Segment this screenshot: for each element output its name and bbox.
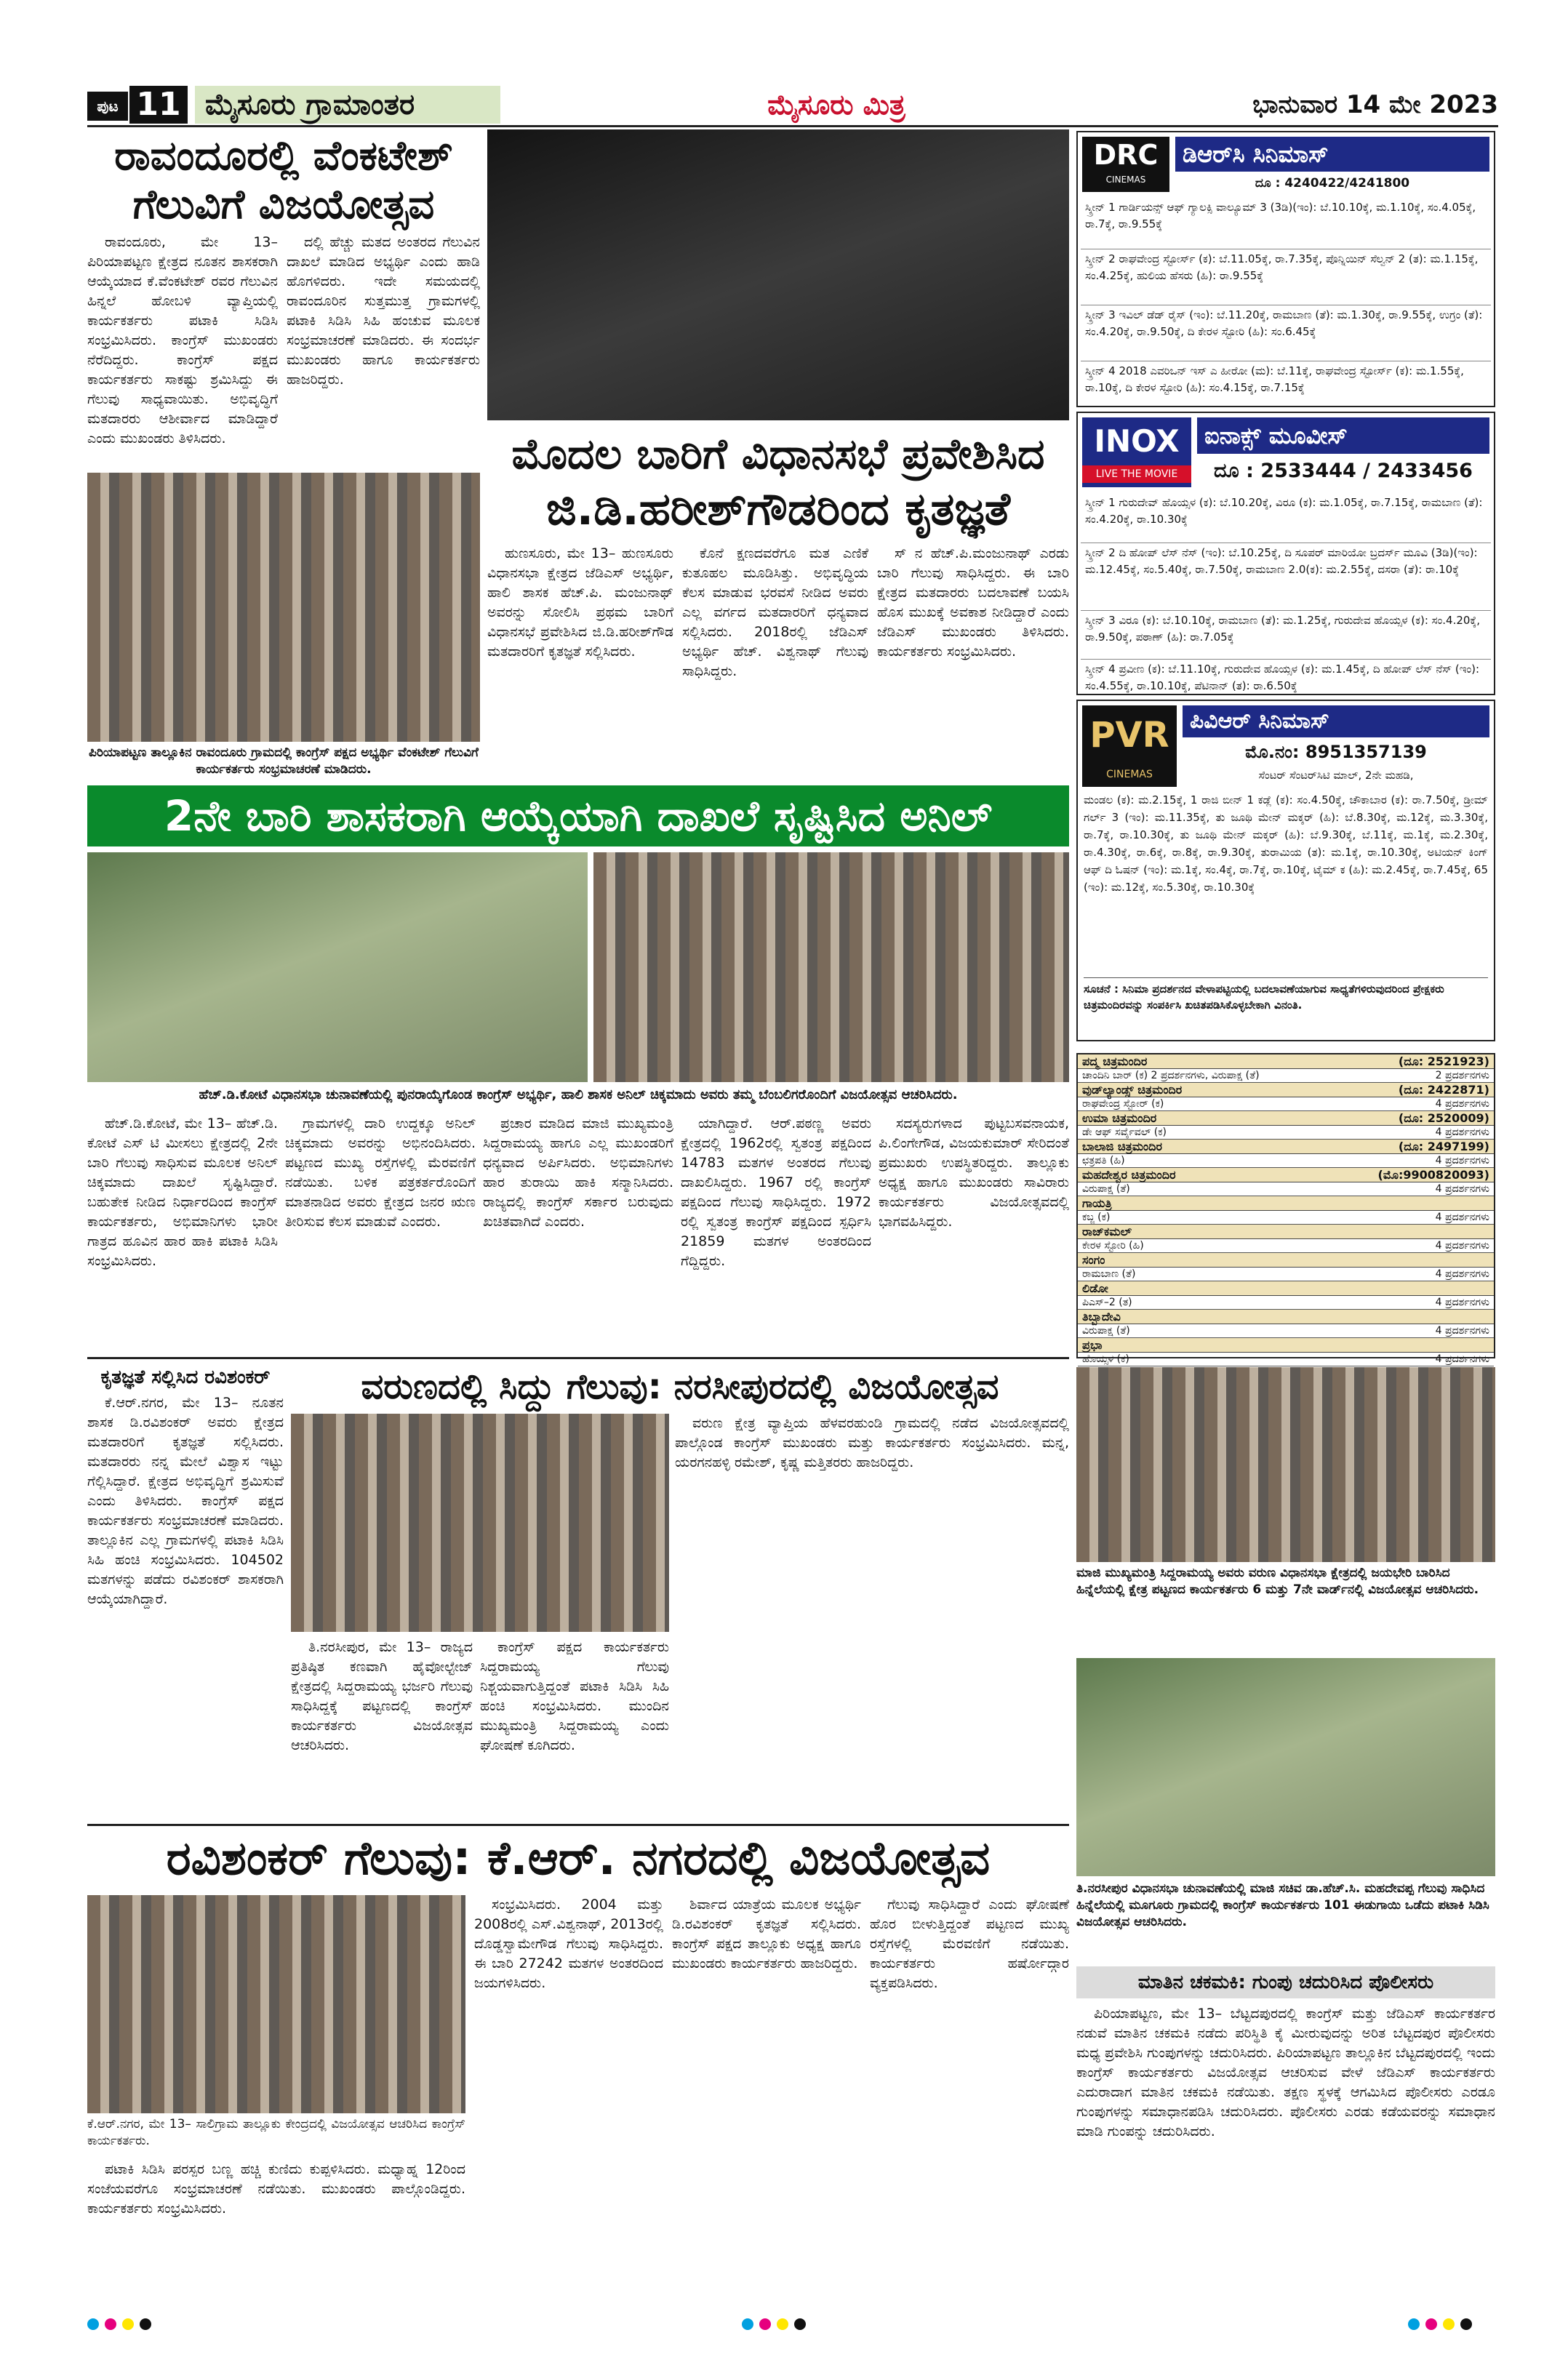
inox-row: ಸ್ಕ್ರೀನ್ 2 ದಿ ಹೋಪ್ ಲೆಸ್ ನೆಸ್ (ಇಂ): ಬೆ.10.25ಕ್ಕೆ, ದಿ ಸೂಪರ್ ಮಾರಿಯೋ ಬ್ರದರ್ಸ್ ಮೂವಿ (3ಡಿ)(ಇಂ): ಮ.12.45ಕ್ಕೆ, ಸಂ.5.40ಕ್ಕೆ, ರಾ.7.50ಕ್ಕೆ, ರಾಮಬಾಣ 2.0(ಕ): ಮ.2.55ಕ್ಕೆ, ದಸರಾ (ತೆ): ರಾ.10ಕ್ಕೆ (1081, 543, 1491, 611)
inox-title: ಐನಾಕ್ಸ್ ಮೂವೀಸ್ (1197, 417, 1489, 454)
story5-caption: ಮಾಜಿ ಮುಖ್ಯಮಂತ್ರಿ ಸಿದ್ದರಾಮಯ್ಯ ಅವರು ವರುಣ ವಿಧಾನಸಭಾ ಕ್ಷೇತ್ರದಲ್ಲಿ ಜಯಭೇರಿ ಬಾರಿಸಿದ ಹಿನ್ನೆಲೆಯಲ್ಲಿ ಕ್ಷೇತ್ರ ಪಟ್ಟಣದ ಕಾರ್ಯಕರ್ತರು 6 ಮತ್ತು 7ನೇ ವಾರ್ಡ್‌ನಲ್ಲಿ ವಿಜಯೋತ್ಸವ ಆಚರಿಸಿದರು. (1076, 1566, 1479, 1597)
story1-caption: ಪಿರಿಯಾಪಟ್ಟಣ ತಾಲ್ಲೂಕಿನ ರಾವಂದೂರು ಗ್ರಾಮದಲ್ಲಿ ಕಾಂಗ್ರೆಸ್ ಪಕ್ಷದ ಅಭ್ಯರ್ಥಿ ವೆಂಕಟೇಶ್ ಗೆಲುವಿಗೆ ಕಾರ್ಯಕರ್ತರು ಸಂಭ್ರಮಾಚರಣೆ ಮಾಡಿದರು. (89, 745, 479, 777)
drc-logo-sub: CINEMAS (1105, 175, 1146, 185)
story6-body-col3 (672, 1895, 861, 2305)
black-dot (1460, 2318, 1472, 2330)
story3-body-col3 (483, 1114, 673, 1354)
story3-photo-left (87, 852, 588, 1082)
inox-row: ಸ್ಕ್ರೀನ್ 1 ಗುರುದೇವ್ ಹೊಯ್ಸಳ (ಕ): ಬೆ.10.20ಕ್ಕೆ, ವಿರೂ (ಕ): ಮ.1.05ಕ್ಕೆ, ರಾ.7.15ಕ್ಕೆ, ರಾಮಬಾಣ (ತೆ): ಸಂ.4.20ಕ್ಕೆ, ರಾ.10.30ಕ್ಕೆ (1081, 493, 1491, 543)
drc-phone: ದೂ : 4240422/4241800 (1255, 176, 1410, 191)
show-count: 4 ಪ್ರದರ್ಶನಗಳು (1435, 1325, 1489, 1337)
masthead-rule (87, 125, 1498, 127)
story6-photo (87, 1895, 465, 2113)
story1-paragraph1: ರಾವಂದೂರು, ಮೇ 13– ಪಿರಿಯಾಪಟ್ಟಣ ಕ್ಷೇತ್ರದ ನೂತನ ಶಾಸಕರಾಗಿ ಆಯ್ಕೆಯಾದ ಕೆ.ವೆಂಕಟೇಶ್ ರವರ ಗೆಲುವಿನ ಹಿನ್ನಲೆ ಹೋಬಳಿ ವ್ಯಾಪ್ತಿಯಲ್ಲಿ ಕಾರ್ಯಕರ್ತರು ಪಟಾಕಿ ಸಿಡಿಸಿ ಸಂಭ್ರಮಿಸಿದರು. ಕಾಂಗ್ರೆಸ್ ಮುಖಂಡರು ನೆರೆದಿದ್ದರು. ಕಾಂಗ್ರೆಸ್ ಪಕ್ಷದ ಕಾರ್ಯಕರ್ತರು ಸಾಕಷ್ಟು ಶ್ರಮಿಸಿದ್ದು ಈ ಗೆಲುವು ಸಾಧ್ಯವಾಯಿತು. ಅಭಿವೃದ್ಧಿಗೆ ಮತದಾರರು ಆಶೀರ್ವಾದ ಮಾಡಿದ್ದಾರೆ ಎಂದು ಮುಖಂಡರು ತಿಳಿಸಿದರು. (87, 234, 278, 447)
theatre-name (1078, 1310, 1494, 1324)
show-count: 2 ಪ್ರದರ್ಶನಗಳು (1435, 1070, 1489, 1081)
theatre-show (1078, 1069, 1494, 1083)
registration-marks-center (742, 2318, 829, 2333)
theatre-name (1078, 1253, 1494, 1268)
theatre-title: ಮಹದೇಶ್ವರ ಚಿತ್ರಮಂದಿರ (1082, 1168, 1176, 1182)
magenta-dot (759, 2318, 771, 2330)
theatre-show (1078, 1154, 1494, 1168)
story5-paragraph2: ಕಾಂಗ್ರೆಸ್ ಪಕ್ಷದ ಕಾರ್ಯಕರ್ತರು ಸಿದ್ದರಾಮಯ್ಯ ಗೆಲುವು ನಿಶ್ಚಯವಾಗುತ್ತಿದ್ದಂತೆ ಪಟಾಕಿ ಸಿಡಿಸಿ ಸಿಹಿ ಹಂಚಿ ಸಂಭ್ರಮಿಸಿದರು. ಮುಂದಿನ ಮುಖ್ಯಮಂತ್ರಿ ಸಿದ್ದರಾಮಯ್ಯ ಎಂದು ಘೋಷಣೆ ಕೂಗಿದರು. (480, 1639, 669, 1753)
cinema-drc-box (1076, 131, 1495, 407)
cinema-pvr-box (1076, 700, 1495, 1041)
theatre-name (1078, 1338, 1494, 1353)
show-count: 4 ಪ್ರದರ್ಶನಗಳು (1435, 1126, 1489, 1138)
theatre-phone: (ದೂ: 2521923) (1398, 1054, 1489, 1068)
page-number: 11 (129, 86, 188, 124)
cinema-inox-box (1076, 412, 1495, 695)
drc-logo-text: DRC (1093, 139, 1159, 171)
story6-paragraph1: ಪಟಾಕಿ ಸಿಡಿಸಿ ಪರಸ್ಪರ ಬಣ್ಣ ಹಚ್ಚಿ ಕುಣಿದು ಕುಪ್ಪಳಿಸಿದರು. ಮಧ್ಯಾಹ್ನ 12ರಿಂದ ಸಂಜೆಯವರೆಗೂ ಸಂಭ್ರಮಾಚರಣೆ ನಡೆಯಿತು. ಮುಖಂಡರು ಪಾಲ್ಗೊಂಡಿದ್ದರು. ಕಾರ್ಯಕರ್ತರು ಸಂಭ್ರಮಿಸಿದರು. (87, 2161, 465, 2217)
show-title: ರಾಮಬಾಣ (ತೆ) (1082, 1268, 1136, 1280)
story3-photo-right (593, 852, 1069, 1082)
story5-photo-right2 (1076, 1658, 1495, 1876)
show-title: ಹೊಯ್ಸಳ (ಕ) (1082, 1353, 1129, 1365)
show-count: 4 ಪ್ರದರ್ಶನಗಳು (1435, 1353, 1489, 1365)
theatre-title: ರಾಜ್‌ಕಮಲ್ (1082, 1225, 1132, 1238)
inox-schedule (1081, 493, 1491, 694)
theatre-show (1078, 1211, 1494, 1225)
story2-paragraph2: ಕೊನೆ ಕ್ಷಣದವರೆಗೂ ಮತ ಎಣಿಕೆ ಕುತೂಹಲ ಮೂಡಿಸಿತ್ತು. ಅಭಿವೃದ್ಧಿಯ ಕೆಲಸ ಮಾಡುವ ಭರವಸೆ ನೀಡಿದ ಅವರು ಎಲ್ಲ ವರ್ಗದ ಮತದಾರರಿಗೆ ಧನ್ಯವಾದ ಸಲ್ಲಿಸಿದರು. 2018ರಲ್ಲಿ ಜೆಡಿಎಸ್ ಅಭ್ಯರ್ಥಿ ಹೆಚ್. ವಿಶ್ವನಾಥ್ ಗೆಲುವು ಸಾಧಿಸಿದ್ದರು. (682, 545, 868, 679)
story6-body-col4 (870, 1895, 1069, 2305)
show-count: 4 ಪ್ರದರ್ಶನಗಳು (1435, 1297, 1489, 1308)
story4-headline: ಕೃತಜ್ಞತೆ ಸಲ್ಲಿಸಿದ ರವಿಶಂಕರ್ (100, 1366, 271, 1388)
theatre-name (1078, 1225, 1494, 1239)
story3-body-col1 (87, 1114, 278, 1354)
story3-paragraph5: ಸದಸ್ಯರುಗಳಾದ ಪುಟ್ಟಬಸವನಾಯಕ, ಪಿ.ಲಿಂಗೇಗೌಡ, ವಿಜಯಕುಮಾರ್ ಸೇರಿದಂತೆ ಪ್ರಮುಖರು ಉಪಸ್ಥಿತರಿದ್ದರು. ತಾಲ್ಲೂಕು ಅಧ್ಯಕ್ಷ ಹಾಗೂ ಮುಖಂಡರು ಸಾವಿರಾರು ಕಾರ್ಯಕರ್ತರು ವಿಜಯೋತ್ಸವದಲ್ಲಿ ಭಾಗವಹಿಸಿದ್ದರು. (879, 1116, 1069, 1230)
story3-headline: 2ನೇ ಬಾರಿ ಶಾಸಕರಾಗಿ ಆಯ್ಕೆಯಾಗಿ ದಾಖಲೆ ಸೃಷ್ಟಿಸಿದ ಅನಿಲ್ (87, 785, 1069, 846)
inox-logo-sub: LIVE THE MOVIE (1082, 465, 1191, 483)
show-title: ಛತ್ರಪತಿ (ಹಿ) (1082, 1155, 1125, 1166)
theatre-phone: (ದೂ: 2520009) (1398, 1111, 1489, 1125)
theatre-name (1078, 1196, 1494, 1211)
story2-paragraph3: ಸ್ ನ ಹೆಚ್.ಪಿ.ಮಂಜುನಾಥ್ ಎರಡು ಬಾರಿ ಗೆಲುವು ಸಾಧಿಸಿದ್ದರು. ಈ ಬಾರಿ ಕ್ಷೇತ್ರದ ಮತದಾರರು ಬದಲಾವಣೆ ಬಯಸಿ ಹೊಸ ಮುಖಕ್ಕೆ ಅವಕಾಶ ನೀಡಿದ್ದಾರೆ ಎಂದು ಜೆಡಿಎಸ್ ಮುಖಂಡರು ತಿಳಿಸಿದರು. ಕಾರ್ಯಕರ್ತರು ಸಂಭ್ರಮಿಸಿದರು. (877, 545, 1069, 660)
drc-row: ಸ್ಕ್ರೀನ್ 2 ರಾಘವೇಂದ್ರ ಸ್ಟೋರ್ಸ್ (ಕ): ಬೆ.11.05ಕ್ಕೆ, ರಾ.7.35ಕ್ಕೆ, ಪೊನ್ನಿಯಿನ್ ಸೆಲ್ವನ್ 2 (ತ): ಮ.1.15ಕ್ಕೆ, ಸಂ.4.25ಕ್ಕೆ, ಹುಲಿಯ ಹೆಸರು (ಹಿ): ರಾ.9.55ಕ್ಕೆ (1081, 249, 1491, 305)
pvr-phone: ಮೊ.ನಂ: 8951357139 (1245, 742, 1427, 762)
theatre-title: ಗಾಯತ್ರಿ (1082, 1196, 1112, 1210)
story1-headline-line2: ಗೆಲುವಿಗೆ ವಿಜಯೋತ್ಸವ (132, 181, 435, 228)
show-title: ಕಬ್ಜ (ಕ) (1082, 1212, 1111, 1223)
story1-paragraph2: ದಲ್ಲಿ ಹೆಚ್ಚು ಮತದ ಅಂತರದ ಗೆಲುವಿನ ದಾಖಲೆ ಮಾಡಿದ ಅಭ್ಯರ್ಥಿ ಎಂದು ಹಾಡಿ ಹೊಗಳಿದರು. ಇದೇ ಸಮಯದಲ್ಲಿ ರಾವಂದೂರಿನ ಸುತ್ತಮುತ್ತ ಗ್ರಾಮಗಳಲ್ಲಿ ಪಟಾಕಿ ಸಿಡಿಸಿ ಸಿಹಿ ಹಂಚುವ ಮೂಲಕ ಸಂಭ್ರಮಾಚರಣೆ ಮಾಡಿದರು. ಈ ಸಂದರ್ಭ ಮುಖಂಡರು ಹಾಗೂ ಕಾರ್ಯಕರ್ತರು ಹಾಜರಿದ್ದರು. (287, 234, 480, 388)
story5-body-col2 (480, 1638, 669, 1819)
story2-headline-line1: ಮೊದಲ ಬಾರಿಗೆ ವಿಧಾನಸಭೆ ಪ್ರವೇಶಿಸಿದ (511, 429, 1045, 479)
story6-paragraph4: ಗೆಲುವು ಸಾಧಿಸಿದ್ದಾರೆ ಎಂದು ಘೋಷಣೆ ಹೊರ ಬೀಳುತ್ತಿದ್ದಂತೆ ಪಟ್ಟಣದ ಮುಖ್ಯ ರಸ್ತೆಗಳಲ್ಲಿ ಮೆರವಣಿಗೆ ನಡೆಯಿತು. ಕಾರ್ಯಕರ್ತರು ಹರ್ಷೋದ್ಗಾರ ವ್ಯಕ್ತಪಡಿಸಿದರು. (870, 1897, 1069, 1991)
story5-body-col4 (675, 1414, 1069, 1821)
story3-paragraph4: ಯಾಗಿದ್ದಾರೆ. ಆರ್.ಪಠಣ್ಣ ಅವರು ಕ್ಷೇತ್ರದಲ್ಲಿ 1962ರಲ್ಲಿ ಸ್ವತಂತ್ರ ಪಕ್ಷದಿಂದ 14783 ಮತಗಳ ಅಂತರದ ಗೆಲುವು ದಾಖಲಿಸಿದ್ದರು. 1967 ರಲ್ಲಿ ಕಾಂಗ್ರೆಸ್ ಪಕ್ಷದಿಂದ ಗೆಲುವು ಸಾಧಿಸಿದ್ದರು. 1972 ರಲ್ಲಿ ಸ್ವತಂತ್ರ ಕಾಂಗ್ರೆಸ್ ಪಕ್ಷದಿಂದ ಸ್ಪರ್ಧಿಸಿ 21859 ಮತಗಳ ಅಂತರದಿಂದ ಗೆದ್ದಿದ್ದರು. (681, 1116, 871, 1269)
magenta-dot (105, 2318, 116, 2330)
story7-paragraph: ಪಿರಿಯಾಪಟ್ಟಣ, ಮೇ 13– ಬೆಟ್ಟದಪುರದಲ್ಲಿ ಕಾಂಗ್ರೆಸ್ ಮತ್ತು ಜೆಡಿಎಸ್ ಕಾರ್ಯಕರ್ತರ ನಡುವೆ ಮಾತಿನ ಚಕಮಕಿ ನಡೆದು ಪರಿಸ್ಥಿತಿ ಕೈ ಮೀರುವುದನ್ನು ಅರಿತ ಬೆಟ್ಟದಪುರ ಪೊಲೀಸರು ಮಧ್ಯ ಪ್ರವೇಶಿಸಿ ಗುಂಪುಗಳನ್ನು ಚದುರಿಸಿದರು. ಪಿರಿಯಾಪಟ್ಟಣ ತಾಲ್ಲೂಕಿನ ಬೆಟ್ಟದಪುರದಲ್ಲಿ ಇಂದು ಕಾಂಗ್ರೆಸ್ ಕಾರ್ಯಕರ್ತರು ವಿಜಯೋತ್ಸವ ಆಚರಿಸುವ ವೇಳೆ ಜೆಡಿಎಸ್ ಕಾರ್ಯಕರ್ತರು ಎದುರಾದಾಗ ಮಾತಿನ ಚಕಮಕಿ ನಡೆಯಿತು. ತಕ್ಷಣ ಸ್ಥಳಕ್ಕೆ ಆಗಮಿಸಿದ ಪೊಲೀಸರು ಎರಡೂ ಗುಂಪುಗಳನ್ನು ಸಮಾಧಾನಪಡಿಸಿ ಚದುರಿಸಿದರು. ಪೊಲೀಸರು ಎರಡು ಕಡೆಯವರನ್ನು ಸಮಾಧಾನ ಮಾಡಿ ಗುಂಪನ್ನು ಚದುರಿಸಿದರು. (1076, 2006, 1495, 2139)
story3-paragraph1: ಹೆಚ್.ಡಿ.ಕೋಟೆ, ಮೇ 13– ಹೆಚ್.ಡಿ. ಕೋಟೆ ಎಸ್ ಟಿ ಮೀಸಲು ಕ್ಷೇತ್ರದಲ್ಲಿ 2ನೇ ಬಾರಿ ಗೆಲುವು ಸಾಧಿಸುವ ಮೂಲಕ ಅನಿಲ್ ಚಿಕ್ಕಮಾದು ದಾಖಲೆ ಸೃಷ್ಟಿಸಿದ್ದಾರೆ. ಬಹುತೇಕ ನೀಡಿದ ನಿರ್ಧಾರದಿಂದ ಕಾಂಗ್ರೆಸ್ ಕಾರ್ಯಕರ್ತರು, ಅಭಿಮಾನಿಗಳು ಭಾರೀ ಗಾತ್ರದ ಹೂವಿನ ಹಾರ ಹಾಕಿ ಪಟಾಕಿ ಸಿಡಿಸಿ ಸಂಭ್ರಮಿಸಿದರು. (87, 1116, 278, 1269)
black-dot (140, 2318, 151, 2330)
theatre-title: ಉಮಾ ಚಿತ್ರಮಂದಿರ (1082, 1111, 1157, 1125)
story3-paragraph3: ಪ್ರಚಾರ ಮಾಡಿದ ಮಾಜಿ ಮುಖ್ಯಮಂತ್ರಿ ಸಿದ್ದರಾಮಯ್ಯ ಹಾಗೂ ಎಲ್ಲ ಮುಖಂಡರಿಗೆ ಧನ್ಯವಾದ ಅರ್ಪಿಸಿದರು. ಅಭಿಮಾನಿಗಳು ಹಾರ ತುರಾಯಿ ಹಾಕಿ ಸನ್ಮಾನಿಸಿದರು. ರಾಜ್ಯದಲ್ಲಿ ಕಾಂಗ್ರೆಸ್ ಸರ್ಕಾರ ಬರುವುದು ಖಚಿತವಾಗಿದೆ ಎಂದರು. (483, 1116, 673, 1230)
story5-headline: ವರುಣದಲ್ಲಿ ಸಿದ್ದು ಗೆಲುವು: ನರಸೀಪುರದಲ್ಲಿ ವಿಜಯೋತ್ಸವ (361, 1366, 999, 1407)
pvr-logo-sub: CINEMAS (1106, 769, 1153, 780)
story2-body-col3 (877, 544, 1069, 784)
story6-paragraph2: ಸಂಭ್ರಮಿಸಿದರು. 2004 ಮತ್ತು 2008ರಲ್ಲಿ ಎಸ್.ವಿಶ್ವನಾಥ್, 2013ರಲ್ಲಿ ದೊಡ್ಡಸ್ವಾಮೇಗೌಡ ಗೆಲುವು ಸಾಧಿಸಿದ್ದರು. ಈ ಬಾರಿ 27242 ಮತಗಳ ಅಂತರದಿಂದ ಜಯಗಳಿಸಿದರು. (474, 1897, 663, 1991)
story7-body (1076, 2004, 1495, 2305)
theatre-list (1076, 1053, 1495, 1365)
theatre-name (1078, 1111, 1494, 1126)
story6-caption: ಕೆ.ಆರ್.ನಗರ, ಮೇ 13– ಸಾಲಿಗ್ರಾಮ ತಾಲ್ಲೂಕು ಕೇಂದ್ರದಲ್ಲಿ ವಿಜಯೋತ್ಸವ ಆಚರಿಸಿದ ಕಾಂಗ್ರೆಸ್ ಕಾರ್ಯಕರ್ತರು. (87, 2117, 465, 2148)
pvr-note: ಸೂಚನೆ : ಸಿನಿಮಾ ಪ್ರದರ್ಶನದ ವೇಳಾಪಟ್ಟಿಯಲ್ಲಿ ಬದಲಾವಣೆಯಾಗುವ ಸಾಧ್ಯತೆಗಳಿರುವುದರಿಂದ ಪ್ರೇಕ್ಷಕರು ಚಿತ್ರಮಂದಿರವನ್ನು ಸಂಪರ್ಕಿಸಿ ಖಚಿತಪಡಿಸಿಕೊಳ್ಳಬೇಕಾಗಿ ವಿನಂತಿ. (1084, 977, 1488, 1038)
registration-marks-right (1408, 2318, 1495, 2333)
story4-paragraph: ಕೆ.ಆರ್.ನಗರ, ಮೇ 13– ನೂತನ ಶಾಸಕ ಡಿ.ರವಿಶಂಕರ್ ಅವರು ಕ್ಷೇತ್ರದ ಮತದಾರರಿಗೆ ಕೃತಜ್ಞತೆ ಸಲ್ಲಿಸಿದರು. ಮತದಾರರು ನನ್ನ ಮೇಲೆ ವಿಶ್ವಾಸ ಇಟ್ಟು ಗೆಲ್ಲಿಸಿದ್ದಾರೆ. ಕ್ಷೇತ್ರದ ಅಭಿವೃದ್ಧಿಗೆ ಶ್ರಮಿಸುವೆ ಎಂದು ತಿಳಿಸಿದರು. ಕಾಂಗ್ರೆಸ್ ಪಕ್ಷದ ಕಾರ್ಯಕರ್ತರು ಸಂಭ್ರಮಾಚರಣೆ ಮಾಡಿದರು. ತಾಲ್ಲೂಕಿನ ಎಲ್ಲ ಗ್ರಾಮಗಳಲ್ಲಿ ಪಟಾಕಿ ಸಿಡಿಸಿ ಸಿಹಿ ಹಂಚಿ ಸಂಭ್ರಮಿಸಿದರು. 104502 ಮತಗಳನ್ನು ಪಡೆದು ರವಿಶಂಕರ್ ಶಾಸಕರಾಗಿ ಆಯ್ಕೆಯಾಗಿದ್ದಾರೆ. (87, 1395, 284, 1607)
story5-paragraph4: ವರುಣ ಕ್ಷೇತ್ರ ವ್ಯಾಪ್ತಿಯ ಹೆಳವರಹುಂಡಿ ಗ್ರಾಮದಲ್ಲಿ ನಡೆದ ವಿಜಯೋತ್ಸವದಲ್ಲಿ ಪಾಲ್ಗೊಂಡ ಕಾಂಗ್ರೆಸ್ ಮುಖಂಡರು ಮತ್ತು ಕಾರ್ಯಕರ್ತರು ಸಂಭ್ರಮಿಸಿದರು. ಮನ್ನ, ಯರಗನಹಳ್ಳಿ ರಮೇಶ್, ಕೃಷ್ಣ ಮತ್ತಿತರರು ಹಾಜರಿದ್ದರು. (675, 1415, 1069, 1470)
theatre-phone: (ದೂ: 2497199) (1398, 1140, 1489, 1153)
story6-body-col1 (87, 2160, 465, 2305)
theatre-name (1078, 1168, 1494, 1182)
story1-headline-line1: ರಾವಂದೂರಲ್ಲಿ ವೆಂಕಟೇಶ್ (114, 132, 453, 180)
story6-top-rule (87, 1824, 1069, 1826)
theatre-show (1078, 1296, 1494, 1310)
story2-photo (487, 129, 1069, 420)
story5-photo-right (1076, 1367, 1495, 1562)
show-count: 4 ಪ್ರದರ್ಶನಗಳು (1435, 1098, 1489, 1110)
drc-row: ಸ್ಕ್ರೀನ್ 4 2018 ಎವರಿಒನ್ ಇಸ್ ಎ ಹೀರೋ (ಮ): ಬೆ.11ಕ್ಕೆ, ರಾಘವೇಂದ್ರ ಸ್ಟೋರ್ಸ್ (ಕ): ಮ.1.55ಕ್ಕೆ, ರಾ.10ಕ್ಕೆ, ದಿ ಕೇರಳ ಸ್ಟೋರಿ (ಹಿ): ಸಂ.4.15ಕ್ಕೆ, ರಾ.7.15ಕ್ಕೆ (1085, 364, 1464, 394)
cyan-dot (1408, 2318, 1420, 2330)
story5-paragraph1: ತಿ.ನರಸೀಪುರ, ಮೇ 13– ರಾಜ್ಯದ ಪ್ರತಿಷ್ಠಿತ ಕಣವಾಗಿ ಹೈವೋಲ್ಟೇಜ್ ಕ್ಷೇತ್ರದಲ್ಲಿ ಸಿದ್ದರಾಮಯ್ಯ ಭರ್ಜರಿ ಗೆಲುವು ಸಾಧಿಸಿದ್ದಕ್ಕೆ ಪಟ್ಟಣದಲ್ಲಿ ಕಾಂಗ್ರೆಸ್ ಕಾರ್ಯಕರ್ತರು ವಿಜಯೋತ್ಸವ ಆಚರಿಸಿದರು. (291, 1639, 473, 1753)
inox-logo-text: INOX (1094, 423, 1180, 459)
story3-body-col2 (285, 1114, 476, 1354)
theatre-title: ಪ್ರಭಾ (1082, 1338, 1103, 1352)
show-count: 4 ಪ್ರದರ್ಶನಗಳು (1435, 1155, 1489, 1166)
story5-body-col1 (291, 1638, 473, 1819)
theatre-title: ಬಾಲಾಜಿ ಚಿತ್ರಮಂದಿರ (1082, 1140, 1162, 1153)
yellow-dot (1443, 2318, 1455, 2330)
theatre-title: ಸಂಗಂ (1082, 1253, 1105, 1267)
paper-logo: ಮೈಸೂರು ಮಿತ್ರ (767, 89, 905, 121)
story2-headline-line2: ಜಿ.ಡಿ.ಹರೀಶ್‌ಗೌಡರಿಂದ ಕೃತಜ್ಞತೆ (546, 482, 1010, 535)
theatre-title: ವುಡ್‌ಲ್ಯಾಂಡ್ಸ್ ಚಿತ್ರಮಂದಿರ (1082, 1083, 1183, 1097)
theatre-title: ಪದ್ಮ ಚಿತ್ರಮಂದಿರ (1082, 1054, 1148, 1068)
story6-body-col2 (474, 1895, 663, 2305)
yellow-dot (122, 2318, 134, 2330)
inox-logo (1082, 417, 1191, 487)
inox-row: ಸ್ಕ್ರೀನ್ 4 ಪ್ರವೀಣ (ಕ): ಬೆ.11.10ಕ್ಕೆ, ಗುರುದೇವ ಹೊಯ್ಸಳ (ಕ): ಮ.1.45ಕ್ಕೆ, ದಿ ಹೋಪ್ ಲೆಸ್ ನೆಸ್ (ಇಂ): ಸಂ.4.55ಕ್ಕೆ, ರಾ.10.10ಕ್ಕೆ, ಪೆಟಿನಾನ್ (ತ): ರಾ.6.50ಕ್ಕೆ (1085, 662, 1480, 692)
story7-headline: ಮಾತಿನ ಚಕಮಕಿ: ಗುಂಪು ಚದುರಿಸಿದ ಪೊಲೀಸರು (1076, 1966, 1495, 1998)
theatre-name (1078, 1054, 1494, 1069)
magenta-dot (1425, 2318, 1437, 2330)
theatre-show (1078, 1268, 1494, 1281)
story6-headline: ರವಿಶಂಕರ್ ಗೆಲುವು: ಕೆ.ಆರ್. ನಗರದಲ್ಲಿ ವಿಜಯೋತ್ಸವ (166, 1832, 991, 1886)
theatre-show (1078, 1182, 1494, 1196)
drc-logo (1082, 137, 1169, 192)
drc-row: ಸ್ಕ್ರೀನ್ 3 ಇವಿಲ್ ಡೆಡ್ ರೈಸ್ (ಇಂ): ಬೆ.11.20ಕ್ಕೆ, ರಾಮಬಾಣ (ತೆ): ಮ.1.30ಕ್ಕೆ, ರಾ.9.55ಕ್ಕೆ, ಉಗ್ರಂ (ತೆ): ಸಂ.4.20ಕ್ಕೆ, ರಾ.9.50ಕ್ಕೆ, ದಿ ಕೇರಳ ಸ್ಟೋರಿ (ಹಿ): ಸಂ.6.45ಕ್ಕೆ (1081, 305, 1491, 361)
theatre-name (1078, 1281, 1494, 1296)
show-title: ಕೇರಳ ಸ್ಟೋರಿ (ಹಿ) (1082, 1240, 1144, 1252)
yellow-dot (777, 2318, 788, 2330)
theatre-phone: (ದೂ: 2422871) (1398, 1083, 1489, 1097)
show-count: 4 ಪ್ರದರ್ಶನಗಳು (1435, 1240, 1489, 1252)
story3-caption: ಹೆಚ್.ಡಿ.ಕೋಟೆ ವಿಧಾನಸಭಾ ಚುನಾವಣೆಯಲ್ಲಿ ಪುನರಾಯ್ಕೆಗೊಂಡ ಕಾಂಗ್ರೆಸ್ ಅಭ್ಯರ್ಥಿ, ಹಾಲಿ ಶಾಸಕ ಅನಿಲ್ ಚಿಕ್ಕಮಾದು ಅವರು ತಮ್ಮ ಬೆಂಬಲಿಗರೊಂದಿಗೆ ವಿಜಯೋತ್ಸವ ಆಚರಿಸಿದರು. (199, 1087, 958, 1102)
story1-body-col2 (287, 233, 480, 465)
story3-body-col4 (681, 1114, 871, 1354)
pvr-address: ಸೆಂಟರ್ ಸೆಂಟರ್‌ಸಿಟಿ ಮಾಲ್, 2ನೇ ಮಹಡಿ, (1258, 769, 1414, 782)
story5-caption2: ತಿ.ನರಸೀಪುರ ವಿಧಾನಸಭಾ ಚುನಾವಣೆಯಲ್ಲಿ ಮಾಜಿ ಸಚಿವ ಡಾ.ಹೆಚ್.ಸಿ. ಮಹದೇವಪ್ಪ ಗೆಲುವು ಸಾಧಿಸಿದ ಹಿನ್ನೆಲೆಯಲ್ಲಿ ಮೂಗೂರು ಗ್ರಾಮದಲ್ಲಿ ಕಾಂಗ್ರೆಸ್ ಕಾರ್ಯಕರ್ತರು 101 ಈಡುಗಾಯಿ ಒಡೆದು ಪಟಾಕಿ ಸಿಡಿಸಿ ವಿಜಯೋತ್ಸವ ಆಚರಿಸಿದರು. (1076, 1881, 1489, 1929)
black-dot (794, 2318, 806, 2330)
registration-marks-left (87, 2318, 175, 2333)
story2-body-col2 (682, 544, 868, 784)
section-title: ಮೈಸೂರು ಗ್ರಾಮಾಂತರ (195, 86, 500, 124)
story1-photo (87, 473, 480, 742)
show-title: ರಾಘವೇಂದ್ರ ಸ್ಟೋರ್ (ಕ) (1082, 1098, 1164, 1110)
story5-photo-main (291, 1414, 669, 1632)
inox-row: ಸ್ಕ್ರೀನ್ 3 ವಿರೂ (ಕ): ಬೆ.10.10ಕ್ಕೆ, ರಾಮಬಾಣ (ತೆ): ಮ.1.25ಕ್ಕೆ, ಗುರುದೇವ ಹೊಯ್ಸಳ (ಕ): ಸಂ.4.20ಕ್ಕೆ, ರಾ.9.50ಕ್ಕೆ, ಪಠಾಣ್ (ಹಿ): ರಾ.7.05ಕ್ಕೆ (1081, 611, 1491, 660)
theatre-phone: (ಮೊ:9900820093) (1377, 1168, 1489, 1182)
theatre-name (1078, 1083, 1494, 1097)
story1-body-col1 (87, 233, 278, 465)
theatre-show (1078, 1324, 1494, 1338)
drc-schedule (1081, 198, 1491, 406)
pvr-logo (1082, 705, 1177, 787)
story3-paragraph2: ಗ್ರಾಮಗಳಲ್ಲಿ ದಾರಿ ಉದ್ದಕ್ಕೂ ಅನಿಲ್ ಚಿಕ್ಕಮಾದು ಅವರನ್ನು ಅಭಿನಂದಿಸಿದರು. ಪಟ್ಟಣದ ಮುಖ್ಯ ರಸ್ತೆಗಳಲ್ಲಿ ಮೆರವಣಿಗೆ ನಡೆಯಿತು. ಬಳಿಕ ಪತ್ರಕರ್ತರೊಂದಿಗೆ ಮಾತನಾಡಿದ ಅವರು ಕ್ಷೇತ್ರದ ಜನರ ಋಣ ತೀರಿಸುವ ಕೆಲಸ ಮಾಡುವೆ ಎಂದರು. (285, 1116, 476, 1230)
theatre-title: ತಿಬ್ಬಾದೇವಿ (1082, 1310, 1121, 1324)
show-title: ಡೇ ಆಫ್ ಸರ್ವೈವಲ್ (ಕ) (1082, 1126, 1167, 1138)
masthead (87, 86, 1498, 124)
story3-body-col5 (879, 1114, 1069, 1354)
story2-body-col1 (487, 544, 673, 784)
show-title: ವಿರುಪಾಕ್ಷ (ತೆ) (1082, 1183, 1130, 1195)
show-title: ಪಿಎಸ್–2 (ತ) (1082, 1297, 1132, 1308)
page-label: ಪುಟ (87, 92, 128, 121)
story4-body (87, 1393, 284, 1822)
pvr-logo-text: PVR (1089, 715, 1169, 756)
drc-title: ಡಿಆರ್‌ಸಿ ಸಿನಿಮಾಸ್ (1175, 137, 1489, 172)
show-count: 4 ಪ್ರದರ್ಶನಗಳು (1435, 1183, 1489, 1195)
story2-paragraph1: ಹುಣಸೂರು, ಮೇ 13– ಹುಣಸೂರು ವಿಧಾನಸಭಾ ಕ್ಷೇತ್ರದ ಜೆಡಿಎಸ್ ಅಭ್ಯರ್ಥಿ, ಹಾಲಿ ಶಾಸಕ ಹೆಚ್.ಪಿ. ಮಂಜುನಾಥ್ ಅವರನ್ನು ಸೋಲಿಸಿ ಪ್ರಥಮ ಬಾರಿಗೆ ವಿಧಾನಸಭೆ ಪ್ರವೇಶಿಸಿದ ಜಿ.ಡಿ.ಹರೀಶ್‌ಗೌಡ ಮತದಾರರಿಗೆ ಕೃತಜ್ಞತೆ ಸಲ್ಲಿಸಿದರು. (487, 545, 673, 660)
theatre-show (1078, 1353, 1494, 1366)
theatre-title: ಲಿಡೋ (1082, 1281, 1108, 1295)
show-title: ವಿರುಪಾಕ್ಷ (ತೆ) (1082, 1325, 1130, 1337)
story3-bottom-rule (87, 1357, 1069, 1359)
theatre-show (1078, 1126, 1494, 1140)
theatre-show (1078, 1097, 1494, 1111)
theatre-name (1078, 1140, 1494, 1154)
theatre-show (1078, 1239, 1494, 1253)
cyan-dot (87, 2318, 99, 2330)
show-count: 4 ಪ್ರದರ್ಶನಗಳು (1435, 1268, 1489, 1280)
drc-row: ಸ್ಕ್ರೀನ್ 1 ಗಾರ್ಡಿಯನ್ಸ್ ಆಫ್ ಗ್ಯಾಲಕ್ಸಿ ವಾಲ್ಯೂಮ್ 3 (3ಡಿ)(ಇಂ): ಬೆ.10.10ಕ್ಕೆ, ಮ.1.10ಕ್ಕೆ, ಸಂ.4.05ಕ್ಕೆ, ರಾ.7ಕ್ಕೆ, ರಾ.9.55ಕ್ಕೆ (1081, 198, 1491, 249)
inox-phone: ದೂ : 2533444 / 2433456 (1214, 460, 1473, 482)
cyan-dot (742, 2318, 753, 2330)
show-title: ಚಾಂದಿನಿ ಬಾರ್ (ಕ) 2 ಪ್ರದರ್ಶನಗಳು, ವಿರುಪಾಕ್ಷ (ತೆ) (1082, 1070, 1260, 1081)
pvr-schedule: ಮಂಡಲ (ಕ): ಮ.2.15ಕ್ಕೆ, 1 ರಾಜಿ ಬೀನ್ 1 ಕಡ್ಲೆ (ಕ): ಸಂ.4.50ಕ್ಕೆ, ಚೌಕಾಬಾರ (ಕ): ರಾ.7.50ಕ್ಕೆ, ಡ್ರೀಮ್ ಗರ್ಲ್ 3 (ಇಂ): ಮ.11.35ಕ್ಕೆ, ತು ಜೂಥಿ ಮೇನ್ ಮಕ್ಕರ್ (ಹಿ): ಬೆ.8.30ಕ್ಕೆ, ಮ.12ಕ್ಕೆ, ಮ.3.30ಕ್ಕೆ, ರಾ.7ಕ್ಕೆ, ರಾ.10.30ಕ್ಕೆ, ತು ಜೂಥಿ ಮೇನ್ ಮಕ್ಕರ್ (ಹಿ): ಬೆ.9.30ಕ್ಕೆ, ಬೆ.11ಕ್ಕೆ, ಮ.1ಕ್ಕೆ, ಮ.2.30ಕ್ಕೆ, ರಾ.4.30ಕ್ಕೆ, ರಾ.6ಕ್ಕೆ, ರಾ.8ಕ್ಕೆ, ರಾ.9.30ಕ್ಕೆ, ತುರಾಮಿಯ (ತ): ಮ.1ಕ್ಕೆ, ರಾ.10.30ಕ್ಕೆ, ಅಟಿಯನ್ ಕಿಂಗ್ ಆಫ್ ದಿ ಓಷನ್ (ಇಂ): ಮ.1ಕ್ಕೆ, ಸಂ.4ಕ್ಕೆ, ರಾ.7ಕ್ಕೆ, ರಾ.10ಕ್ಕೆ, ಟೈಮ್ ಕ (ಹಿ): ಮ.2.45ಕ್ಕೆ, ರಾ.7.45ಕ್ಕೆ, 65 (ಇಂ): ಮ.12ಕ್ಕೆ, ಸಂ.5.30ಕ್ಕೆ, ರಾ.10.30ಕ್ಕೆ (1084, 793, 1488, 894)
show-count: 4 ಪ್ರದರ್ಶನಗಳು (1435, 1212, 1489, 1223)
pvr-title: ಪಿವಿಆರ್ ಸಿನಿಮಾಸ್ (1183, 705, 1489, 737)
date: ಭಾನುವಾರ 14 ಮೇ 2023 (1252, 90, 1498, 119)
story6-paragraph3: ಶಿರ್ವಾದ ಯಾತ್ರೆಯ ಮೂಲಕ ಅಭ್ಯರ್ಥಿ ಡಿ.ರವಿಶಂಕರ್ ಕೃತಜ್ಞತೆ ಸಲ್ಲಿಸಿದರು. ಕಾಂಗ್ರೆಸ್ ಪಕ್ಷದ ತಾಲ್ಲೂಕು ಅಧ್ಯಕ್ಷ ಹಾಗೂ ಮುಖಂಡರು ಕಾರ್ಯಕರ್ತರು ಹಾಜರಿದ್ದರು. (672, 1897, 861, 1971)
